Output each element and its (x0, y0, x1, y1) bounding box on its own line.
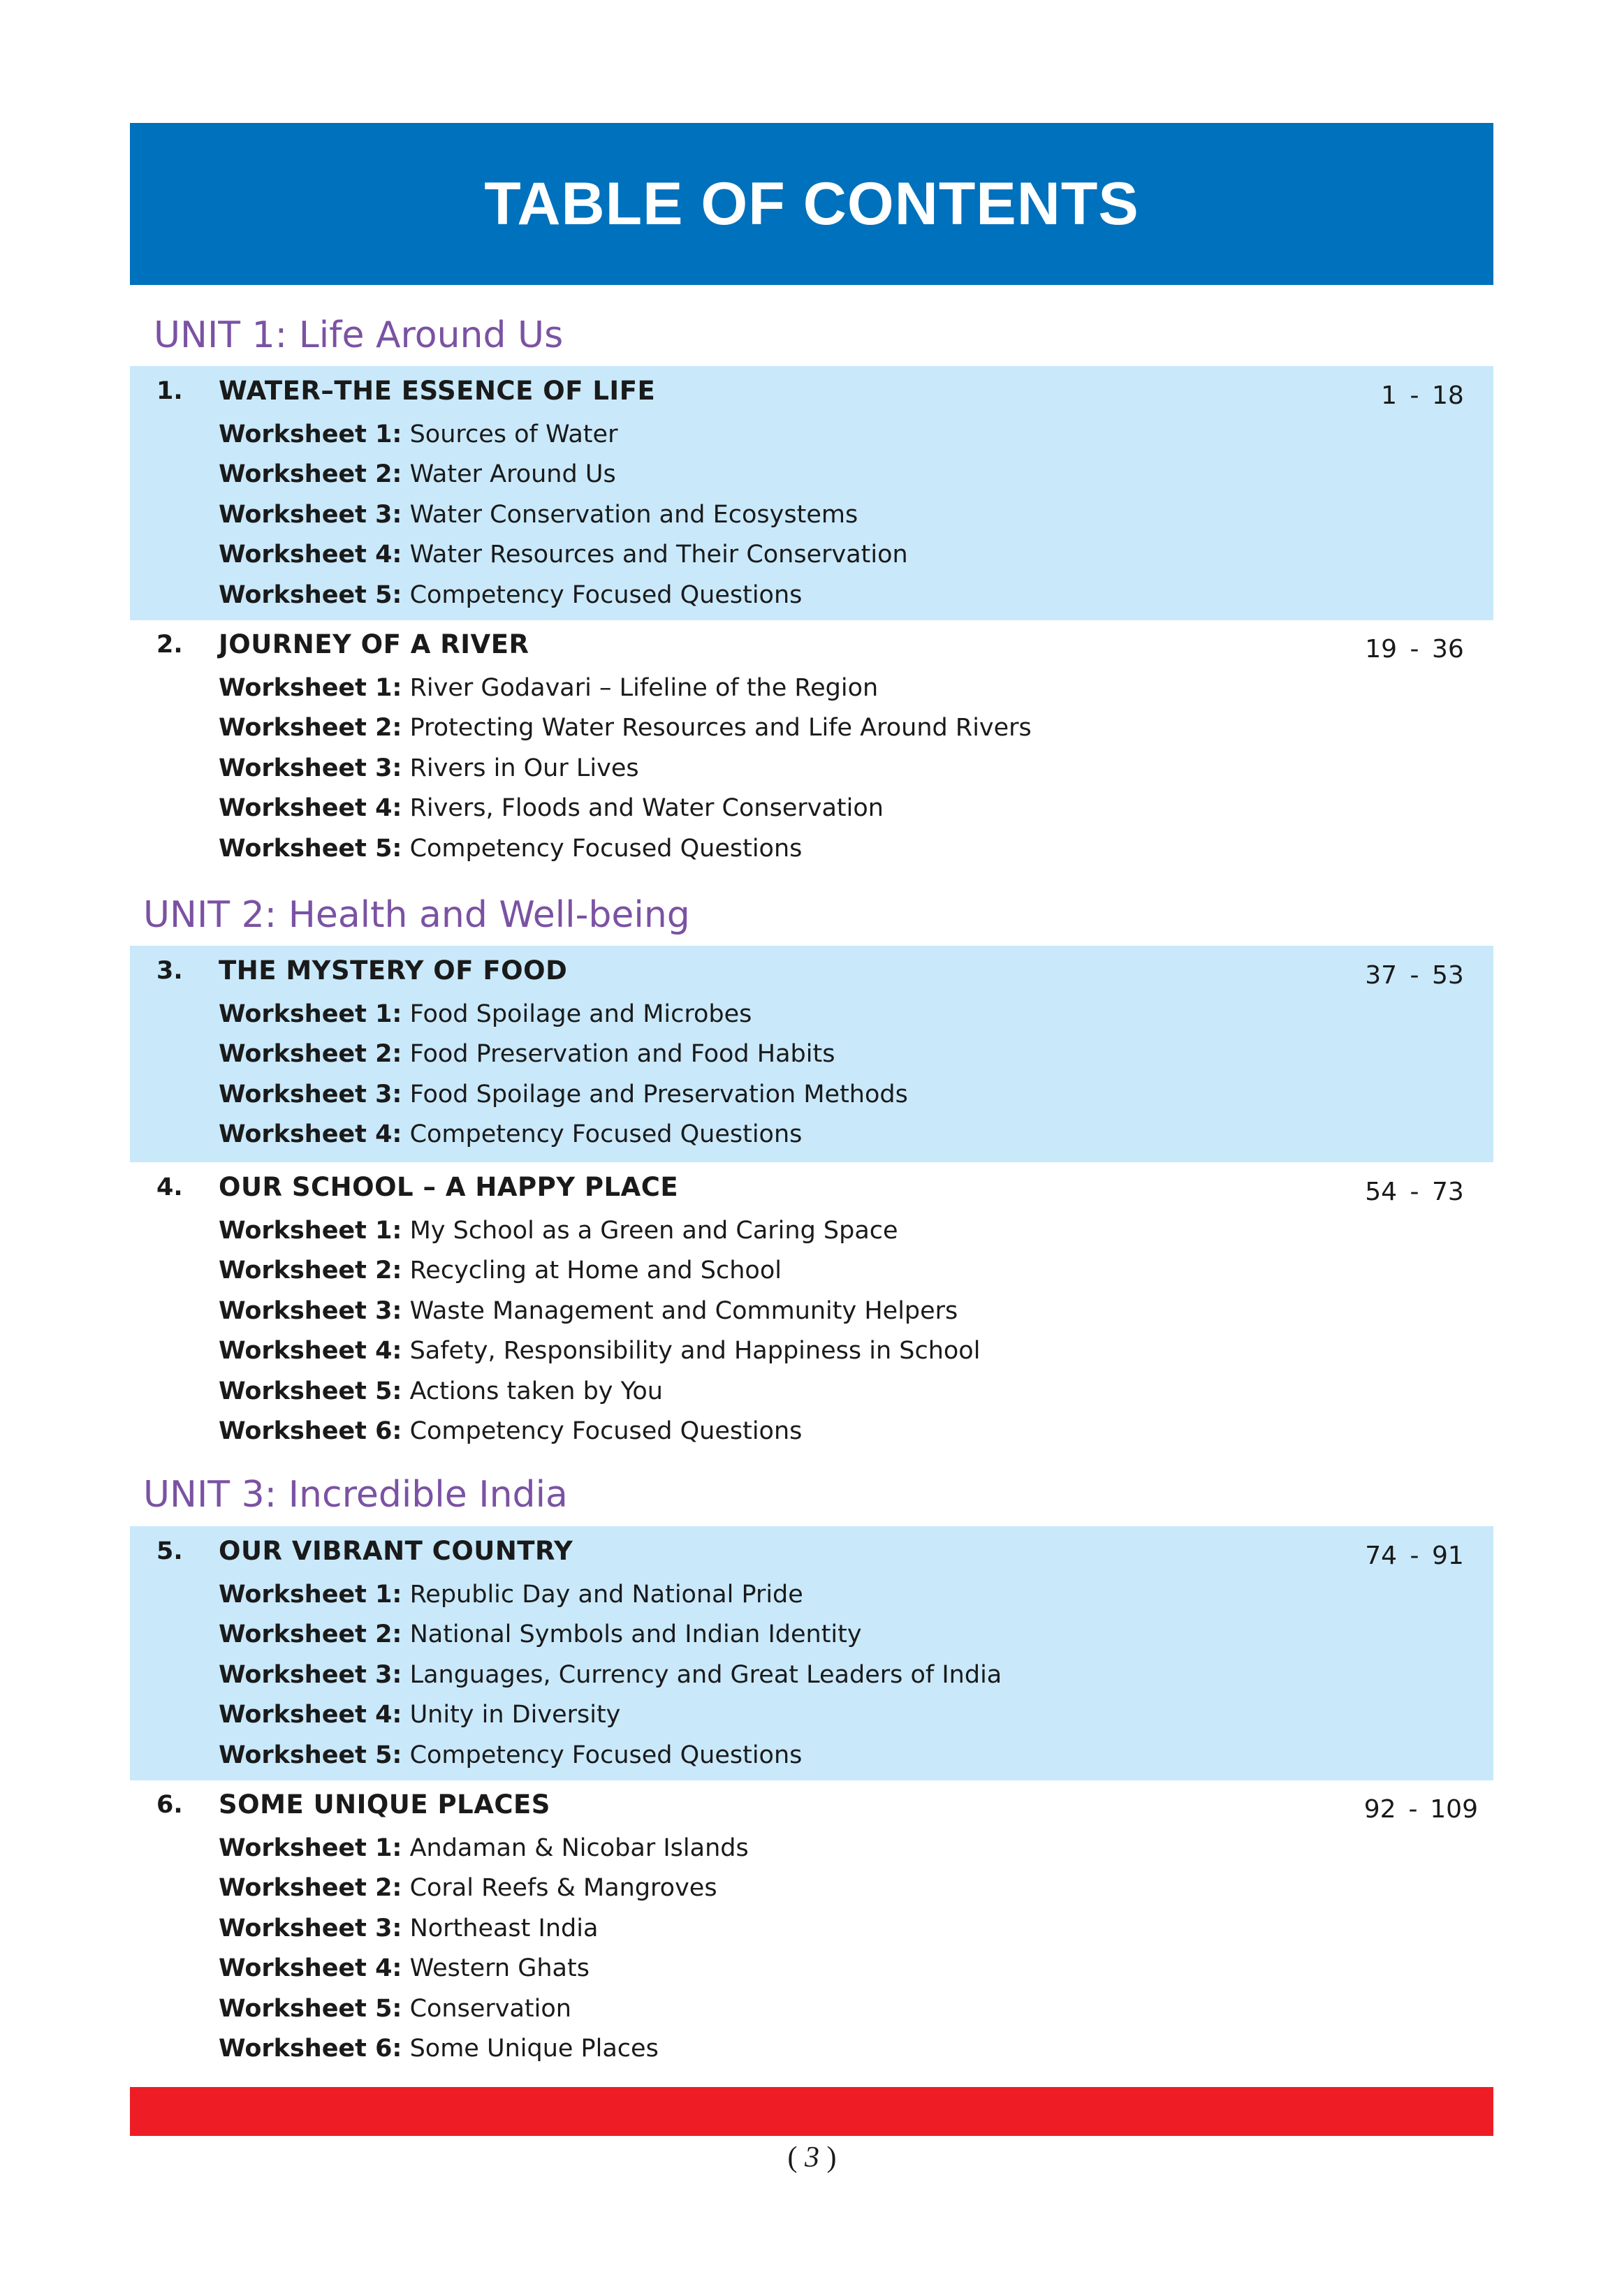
worksheet-label: Worksheet 4: (219, 1701, 402, 1729)
worksheet-label: Worksheet 6: (219, 1416, 402, 1445)
worksheet-title: National Symbols and Indian Identity (402, 1620, 862, 1649)
page-number-value: 3 (805, 2142, 819, 2174)
worksheet-item (219, 1294, 980, 1334)
chapter-3 (130, 946, 1493, 1162)
worksheet-title: Competency Focused Questions (402, 834, 803, 863)
footer-bar (130, 2087, 1493, 2136)
page-end: 73 (1432, 1178, 1464, 1206)
worksheet-item (219, 711, 1032, 751)
worksheet-title: Recycling at Home and School (402, 1257, 782, 1285)
worksheet-item (219, 671, 1032, 711)
worksheet-label: Worksheet 1: (219, 1000, 402, 1028)
worksheet-label: Worksheet 4: (219, 541, 402, 569)
worksheet-item (219, 1254, 980, 1294)
worksheet-label: Worksheet 5: (219, 580, 402, 609)
chapter-2 (130, 620, 1493, 871)
worksheet-list (219, 1578, 1002, 1778)
worksheet-title: Competency Focused Questions (402, 580, 803, 609)
worksheet-title: Some Unique Places (402, 2034, 659, 2063)
page-number (0, 2141, 1624, 2174)
chapter-number: 5. (156, 1537, 183, 1565)
page-range (1359, 635, 1478, 664)
worksheet-label: Worksheet 1: (219, 1217, 402, 1245)
chapter-header (130, 1791, 1493, 1826)
worksheet-item (219, 1992, 749, 2032)
worksheet-title: Coral Reefs & Mangroves (402, 1874, 717, 1903)
unit-1-heading: UNIT 1: Life Around Us (154, 314, 564, 356)
worksheet-label: Worksheet 3: (219, 754, 402, 782)
worksheet-item (219, 1578, 1002, 1618)
worksheet-label: Worksheet 5: (219, 1741, 402, 1769)
chapter-4 (130, 1162, 1493, 1456)
worksheet-title: Water Around Us (402, 460, 616, 489)
worksheet-item (219, 1414, 980, 1454)
worksheet-list (219, 997, 908, 1158)
worksheet-label: Worksheet 2: (219, 1040, 402, 1069)
worksheet-item (219, 1952, 749, 1991)
worksheet-item (219, 1912, 749, 1952)
worksheet-title: Safety, Responsibility and Happiness in School (402, 1337, 981, 1366)
worksheet-title: Protecting Water Resources and Life Around Rivers (402, 714, 1032, 742)
worksheet-item (219, 752, 1032, 791)
chapter-title: WATER–THE ESSENCE OF LIFE (219, 376, 656, 406)
worksheet-item (219, 1698, 1002, 1738)
page-range (1359, 1178, 1478, 1206)
chapter-title: SOME UNIQUE PLACES (219, 1789, 550, 1820)
worksheet-label: Worksheet 5: (219, 1377, 402, 1405)
page-dash: - (1410, 1542, 1419, 1570)
worksheet-item (219, 457, 908, 497)
chapter-5 (130, 1526, 1493, 1780)
worksheet-item (219, 538, 908, 578)
worksheet-title: Water Resources and Their Conservation (402, 541, 908, 569)
worksheet-title: Rivers, Floods and Water Conservation (402, 794, 884, 823)
worksheet-label: Worksheet 3: (219, 500, 402, 529)
worksheet-title: Food Preservation and Food Habits (402, 1040, 835, 1069)
worksheet-title: Competency Focused Questions (402, 1120, 803, 1149)
worksheet-list (219, 671, 1032, 872)
worksheet-label: Worksheet 1: (219, 674, 402, 702)
worksheet-item (219, 832, 1032, 872)
chapter-title: OUR VIBRANT COUNTRY (219, 1536, 573, 1566)
page-dash: - (1410, 381, 1419, 410)
worksheet-title: Food Spoilage and Preservation Methods (402, 1080, 908, 1108)
worksheet-title: Actions taken by You (402, 1377, 663, 1405)
worksheet-item (219, 1334, 980, 1374)
chapter-header (130, 1173, 1493, 1208)
worksheet-item (219, 418, 908, 457)
chapter-header (130, 377, 1493, 412)
worksheet-title: Water Conservation and Ecosystems (402, 500, 858, 529)
worksheet-label: Worksheet 2: (219, 1874, 402, 1903)
worksheet-label: Worksheet 6: (219, 2034, 402, 2063)
worksheet-label: Worksheet 2: (219, 714, 402, 742)
worksheet-title: Republic Day and National Pride (402, 1581, 803, 1609)
worksheet-label: Worksheet 5: (219, 834, 402, 863)
worksheet-item (219, 578, 908, 618)
page-number-close: ) (819, 2142, 837, 2174)
worksheet-title: My School as a Green and Caring Space (402, 1217, 898, 1245)
chapter-title: OUR SCHOOL – A HAPPY PLACE (219, 1172, 679, 1202)
chapter-header (130, 631, 1493, 666)
page-end: 36 (1432, 635, 1464, 664)
page-dash: - (1410, 1178, 1419, 1206)
worksheet-list (219, 1214, 980, 1454)
worksheet-title: Food Spoilage and Microbes (402, 1000, 752, 1028)
unit-2-heading: UNIT 2: Health and Well-being (143, 894, 690, 936)
chapter-header (130, 957, 1493, 992)
unit-3-heading: UNIT 3: Incredible India (143, 1474, 568, 1516)
title-banner (130, 123, 1493, 285)
worksheet-item (219, 1871, 749, 1911)
chapter-number: 1. (156, 377, 183, 405)
worksheet-item (219, 1618, 1002, 1657)
worksheet-title: River Godavari – Lifeline of the Region (402, 674, 879, 702)
worksheet-title: Northeast India (402, 1914, 599, 1942)
page-range (1359, 1542, 1478, 1570)
chapter-number: 3. (156, 957, 183, 985)
page-start: 54 (1365, 1178, 1397, 1206)
page-range (1359, 961, 1478, 990)
worksheet-label: Worksheet 2: (219, 460, 402, 489)
chapter-number: 2. (156, 631, 183, 659)
worksheet-item (219, 1078, 908, 1118)
worksheet-item (219, 1118, 908, 1157)
worksheet-list (219, 418, 908, 618)
chapter-number: 6. (156, 1791, 183, 1819)
worksheet-label: Worksheet 3: (219, 1080, 402, 1108)
worksheet-label: Worksheet 3: (219, 1296, 402, 1325)
worksheet-item (219, 1658, 1002, 1698)
page-start: 1 (1381, 381, 1397, 410)
worksheet-item (219, 1831, 749, 1871)
worksheet-label: Worksheet 1: (219, 420, 402, 448)
chapter-title: JOURNEY OF A RIVER (219, 629, 529, 659)
worksheet-item (219, 1037, 908, 1077)
worksheet-item (219, 498, 908, 538)
worksheet-label: Worksheet 1: (219, 1834, 402, 1862)
worksheet-title: Conservation (402, 1994, 571, 2023)
worksheet-item (219, 1214, 980, 1254)
worksheet-label: Worksheet 2: (219, 1257, 402, 1285)
page-number-open: ( (787, 2142, 805, 2174)
chapter-header (130, 1537, 1493, 1572)
chapter-number: 4. (156, 1173, 183, 1201)
worksheet-title: Western Ghats (402, 1954, 590, 1983)
worksheet-label: Worksheet 4: (219, 1954, 402, 1983)
page-range (1359, 1795, 1478, 1824)
worksheet-label: Worksheet 4: (219, 1120, 402, 1149)
worksheet-title: Competency Focused Questions (402, 1741, 803, 1769)
page-dash: - (1410, 961, 1419, 990)
worksheet-label: Worksheet 3: (219, 1660, 402, 1689)
chapter-1 (130, 366, 1493, 620)
worksheet-item (219, 1738, 1002, 1778)
worksheet-title: Waste Management and Community Helpers (402, 1296, 958, 1325)
page-start: 37 (1365, 961, 1397, 990)
worksheet-label: Worksheet 4: (219, 794, 402, 823)
worksheet-title: Competency Focused Questions (402, 1416, 803, 1445)
worksheet-label: Worksheet 2: (219, 1620, 402, 1649)
page-end: 53 (1432, 961, 1464, 990)
page-start: 92 (1363, 1795, 1396, 1824)
chapter-6 (130, 1780, 1493, 2073)
page-end: 109 (1430, 1795, 1478, 1824)
worksheet-title: Andaman & Nicobar Islands (402, 1834, 749, 1862)
worksheet-title: Rivers in Our Lives (402, 754, 639, 782)
page-title: TABLE OF CONTENTS (484, 170, 1139, 237)
worksheet-label: Worksheet 3: (219, 1914, 402, 1942)
page-dash: - (1408, 1795, 1418, 1824)
worksheet-label: Worksheet 5: (219, 1994, 402, 2023)
page-dash: - (1410, 635, 1419, 664)
worksheet-title: Sources of Water (402, 420, 618, 448)
page-end: 18 (1432, 381, 1464, 410)
page-start: 74 (1365, 1542, 1397, 1570)
worksheet-label: Worksheet 1: (219, 1581, 402, 1609)
page-start: 19 (1365, 635, 1397, 664)
worksheet-item (219, 997, 908, 1037)
worksheet-item (219, 2032, 749, 2072)
worksheet-title: Unity in Diversity (402, 1701, 621, 1729)
page-range (1359, 381, 1478, 410)
chapter-title: THE MYSTERY OF FOOD (219, 956, 568, 986)
worksheet-title: Languages, Currency and Great Leaders of India (402, 1660, 1002, 1689)
worksheet-item (219, 791, 1032, 831)
worksheet-item (219, 1375, 980, 1414)
worksheet-list (219, 1831, 749, 2072)
worksheet-label: Worksheet 4: (219, 1337, 402, 1366)
page-end: 91 (1432, 1542, 1464, 1570)
